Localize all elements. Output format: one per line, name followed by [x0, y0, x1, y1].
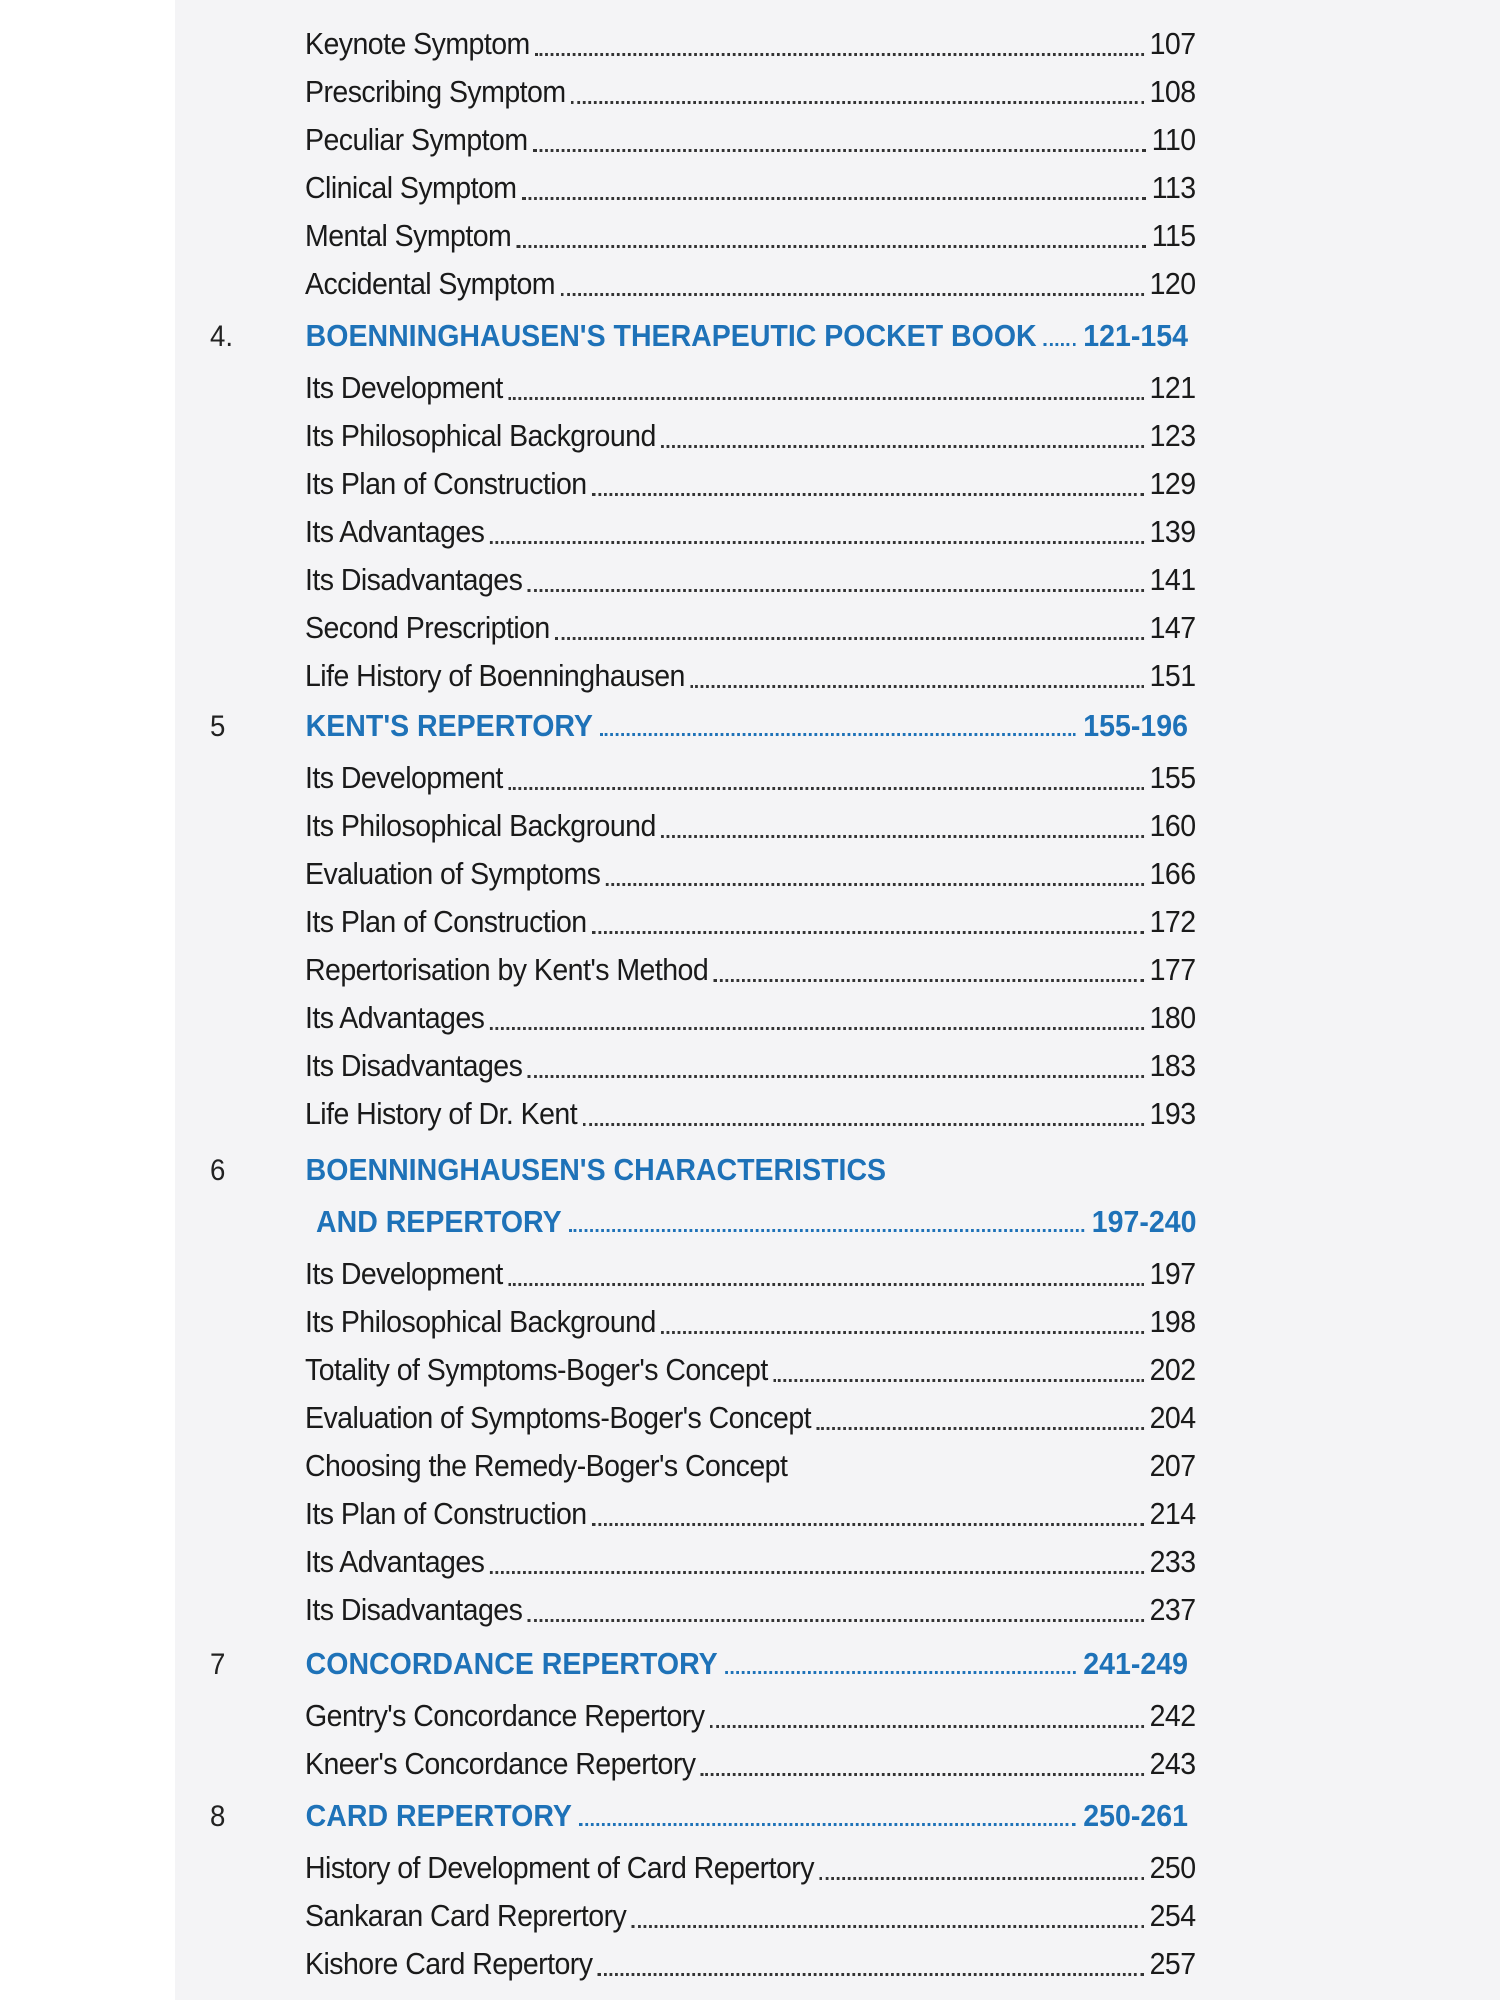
dot-leader [661, 435, 1144, 448]
dot-leader [490, 1561, 1144, 1574]
toc-entry [305, 1252, 1196, 1292]
entry-page-number: 204 [1149, 1400, 1196, 1435]
entry-title: Its Philosophical Background [305, 1304, 656, 1339]
dot-leader [528, 1065, 1144, 1078]
entry-page-number: 233 [1149, 1544, 1196, 1579]
toc-entry [305, 558, 1196, 598]
entry-page-number: 214 [1149, 1496, 1196, 1531]
chapter-number: 4. [210, 320, 234, 353]
toc-entry [305, 1396, 1196, 1436]
toc-entry [305, 606, 1196, 646]
entry-page-number: 180 [1149, 1000, 1196, 1035]
entry-title: History of Development of Card Repertory [305, 1850, 814, 1885]
dot-leader [661, 825, 1144, 838]
entry-page-number: 123 [1149, 418, 1196, 453]
dot-leader [606, 873, 1144, 886]
toc-entry [305, 1694, 1196, 1734]
entry-page-number: 107 [1149, 26, 1196, 61]
entry-title: Mental Symptom [305, 218, 512, 253]
toc-entry [305, 462, 1196, 502]
entry-title: Peculiar Symptom [305, 122, 528, 157]
dot-leader [533, 139, 1146, 152]
chapter-heading [210, 1144, 1188, 1188]
chapter-title: CARD REPERTORY [305, 1798, 572, 1833]
dot-leader [1044, 333, 1076, 346]
dot-leader [773, 1369, 1144, 1382]
toc-entry [305, 1540, 1196, 1580]
dot-leader [598, 1963, 1144, 1976]
toc-entry [305, 366, 1196, 406]
entry-page-number: 207 [1149, 1448, 1196, 1483]
chapter-heading [210, 310, 1188, 354]
entry-page-number: 108 [1149, 74, 1196, 109]
dot-leader [714, 969, 1144, 982]
toc-entry [305, 262, 1196, 302]
dot-leader [528, 579, 1144, 592]
toc-entry [305, 1044, 1196, 1084]
toc-entry [305, 1348, 1196, 1388]
entry-page-number: 147 [1149, 610, 1196, 645]
toc-entry [305, 1492, 1196, 1532]
entry-page-number: 129 [1149, 466, 1196, 501]
dot-leader [535, 43, 1144, 56]
chapter-title: KENT'S REPERTORY [305, 708, 593, 743]
entry-title: Prescribing Symptom [305, 74, 566, 109]
toc-entry [305, 1588, 1196, 1628]
entry-title: Its Plan of Construction [305, 466, 587, 501]
entry-title: Its Advantages [305, 514, 485, 549]
entry-page-number: 166 [1149, 856, 1196, 891]
toc-entry [305, 900, 1196, 940]
dot-leader [508, 1273, 1144, 1286]
dot-leader [817, 1417, 1145, 1430]
dot-leader [690, 675, 1144, 688]
entry-title: Sankaran Card Reprertory [305, 1898, 627, 1933]
entry-page-number: 242 [1149, 1698, 1196, 1733]
entry-page-number: 197 [1149, 1256, 1196, 1291]
entry-page-number: 193 [1149, 1096, 1196, 1131]
dot-leader [490, 531, 1144, 544]
entry-title: Its Advantages [305, 1544, 485, 1579]
entry-page-number: 115 [1151, 218, 1196, 253]
entry-page-number: 237 [1149, 1592, 1196, 1627]
entry-title: Kneer's Concordance Repertory [305, 1746, 696, 1781]
dot-leader [661, 1321, 1144, 1334]
toc-entry [305, 1846, 1196, 1886]
dot-leader [528, 1609, 1144, 1622]
entry-page-number: 183 [1149, 1048, 1196, 1083]
toc-entry [305, 214, 1196, 254]
chapter-number: 7 [210, 1648, 226, 1681]
entry-title: Life History of Boenninghausen [305, 658, 685, 693]
entry-title: Totality of Symptoms-Boger's Concept [305, 1352, 768, 1387]
entry-title: Life History of Dr. Kent [305, 1096, 578, 1131]
toc-entry [305, 756, 1196, 796]
dot-leader [725, 1661, 1076, 1674]
chapter-title: BOENNINGHAUSEN'S CHARACTERISTICS [305, 1152, 887, 1187]
entry-title: Evaluation of Symptoms-Boger's Concept [305, 1400, 812, 1435]
entry-title: Its Philosophical Background [305, 418, 656, 453]
chapter-number: 6 [210, 1154, 226, 1187]
dot-leader [555, 627, 1144, 640]
dot-leader [592, 1513, 1144, 1526]
dot-leader [632, 1915, 1144, 1928]
toc-entry [305, 118, 1196, 158]
dot-leader [508, 777, 1144, 790]
chapter-page-range: 121-154 [1083, 318, 1188, 353]
toc-entry [305, 804, 1196, 844]
entry-page-number: 120 [1149, 266, 1196, 301]
chapter-heading-line2 [316, 1196, 1196, 1240]
toc-entry [305, 948, 1196, 988]
chapter-heading [210, 1790, 1188, 1834]
chapter-page-range: 250-261 [1083, 1798, 1188, 1833]
toc-entry [305, 1894, 1196, 1934]
chapter-page-range: 155-196 [1083, 708, 1188, 743]
toc-entry [305, 852, 1196, 892]
toc-entry [305, 1742, 1196, 1782]
toc-entry [305, 1300, 1196, 1340]
entry-page-number: 155 [1149, 760, 1196, 795]
entry-page-number: 113 [1151, 170, 1196, 205]
entry-title: Its Development [305, 1256, 503, 1291]
entry-page-number: 139 [1149, 514, 1196, 549]
dot-leader [583, 1113, 1145, 1126]
entry-page-number: 250 [1149, 1850, 1196, 1885]
toc-entry [305, 1942, 1196, 1982]
dot-leader [561, 283, 1145, 296]
toc-entry [305, 414, 1196, 454]
entry-title: Its Disadvantages [305, 562, 523, 597]
entry-page-number: 257 [1149, 1946, 1196, 1981]
entry-title: Evaluation of Symptoms [305, 856, 601, 891]
entry-title: Its Plan of Construction [305, 1496, 587, 1531]
toc-entry [305, 1444, 1196, 1484]
dot-leader [490, 1017, 1144, 1030]
dot-leader [517, 235, 1146, 248]
dot-leader [571, 91, 1144, 104]
entry-title: Its Advantages [305, 1000, 485, 1035]
entry-title: Second Prescription [305, 610, 550, 645]
dot-leader [508, 387, 1144, 400]
dot-leader [522, 187, 1146, 200]
entry-title: Clinical Symptom [305, 170, 517, 205]
chapter-title: CONCORDANCE REPERTORY [305, 1646, 718, 1681]
entry-title: Keynote Symptom [305, 26, 530, 61]
toc-entry [305, 654, 1196, 694]
entry-title: Its Disadvantages [305, 1592, 523, 1627]
entry-page-number: 151 [1149, 658, 1196, 693]
dot-leader [701, 1763, 1144, 1776]
chapter-title: AND REPERTORY [316, 1204, 562, 1239]
toc-entry [305, 22, 1196, 62]
dot-leader [819, 1867, 1144, 1880]
entry-page-number: 243 [1149, 1746, 1196, 1781]
entry-title: Gentry's Concordance Repertory [305, 1698, 705, 1733]
dot-leader [793, 1465, 1144, 1478]
toc-entry [305, 166, 1196, 206]
chapter-heading [210, 700, 1188, 744]
chapter-title: BOENNINGHAUSEN'S THERAPEUTIC POCKET BOOK [305, 318, 1037, 353]
entry-title: Its Development [305, 760, 503, 795]
dot-leader [592, 921, 1144, 934]
chapter-page-range: 197-240 [1091, 1204, 1197, 1239]
entry-title: Choosing the Remedy-Boger's Concept [305, 1448, 788, 1483]
entry-page-number: 110 [1151, 122, 1196, 157]
toc-entry [305, 996, 1196, 1036]
entry-title: Kishore Card Repertory [305, 1946, 593, 1981]
dot-leader [592, 483, 1144, 496]
entry-page-number: 254 [1149, 1898, 1196, 1933]
entry-page-number: 121 [1149, 370, 1196, 405]
entry-title: Its Development [305, 370, 503, 405]
entry-title: Its Disadvantages [305, 1048, 523, 1083]
entry-page-number: 202 [1149, 1352, 1196, 1387]
entry-page-number: 141 [1149, 562, 1196, 597]
chapter-page-range: 241-249 [1083, 1646, 1188, 1681]
dot-leader [600, 723, 1076, 736]
entry-page-number: 172 [1149, 904, 1196, 939]
dot-leader [569, 1219, 1084, 1232]
toc-entry [305, 510, 1196, 550]
chapter-number: 5 [210, 710, 226, 743]
entry-title: Accidental Symptom [305, 266, 556, 301]
entry-page-number: 177 [1149, 952, 1196, 987]
toc-entry [305, 1092, 1196, 1132]
toc-entry [305, 70, 1196, 110]
chapter-heading [210, 1638, 1188, 1682]
entry-title: Repertorisation by Kent's Method [305, 952, 709, 987]
dot-leader [579, 1813, 1076, 1826]
dot-leader [710, 1715, 1144, 1728]
entry-title: Its Plan of Construction [305, 904, 587, 939]
entry-page-number: 198 [1149, 1304, 1196, 1339]
entry-page-number: 160 [1149, 808, 1196, 843]
chapter-number: 8 [210, 1800, 226, 1833]
entry-title: Its Philosophical Background [305, 808, 656, 843]
